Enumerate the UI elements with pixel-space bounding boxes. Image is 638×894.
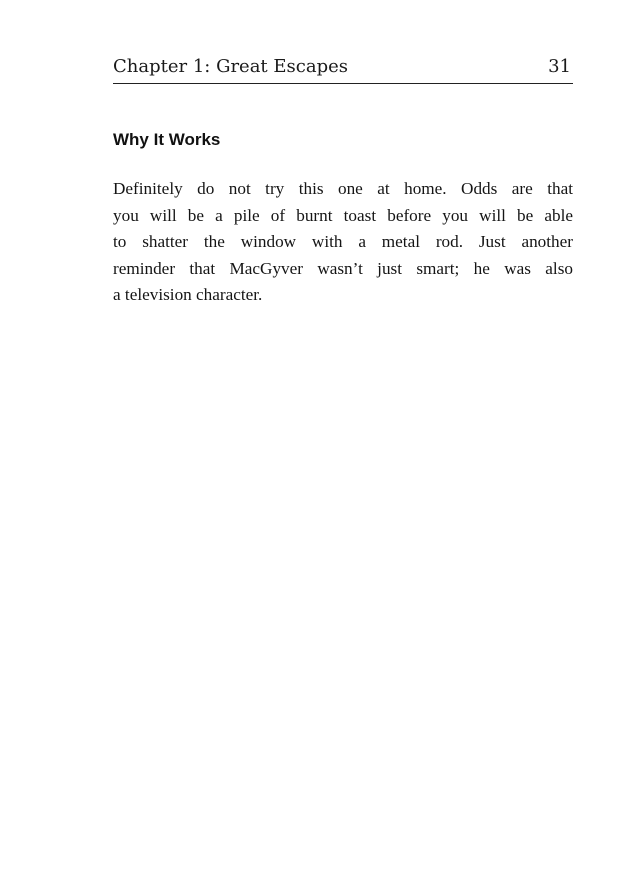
paragraph-line: a television character. bbox=[113, 285, 263, 304]
body-paragraph bbox=[113, 176, 573, 309]
paragraph-line: to shatter the window with a metal rod. Just another bbox=[113, 232, 573, 251]
paragraph-line: you will be a pile of burnt toast before you will be able bbox=[113, 205, 573, 225]
paragraph-line: Definitely do not try this one at home. Odds are that bbox=[113, 179, 573, 198]
page-number: 31 bbox=[548, 56, 571, 77]
section-heading: Why It Works bbox=[113, 130, 221, 149]
paragraph-line: reminder that MacGyver wasn’t just smart; he was also bbox=[113, 258, 573, 278]
chapter-title: Chapter 1: Great Escapes bbox=[113, 56, 348, 77]
running-header bbox=[113, 53, 573, 84]
